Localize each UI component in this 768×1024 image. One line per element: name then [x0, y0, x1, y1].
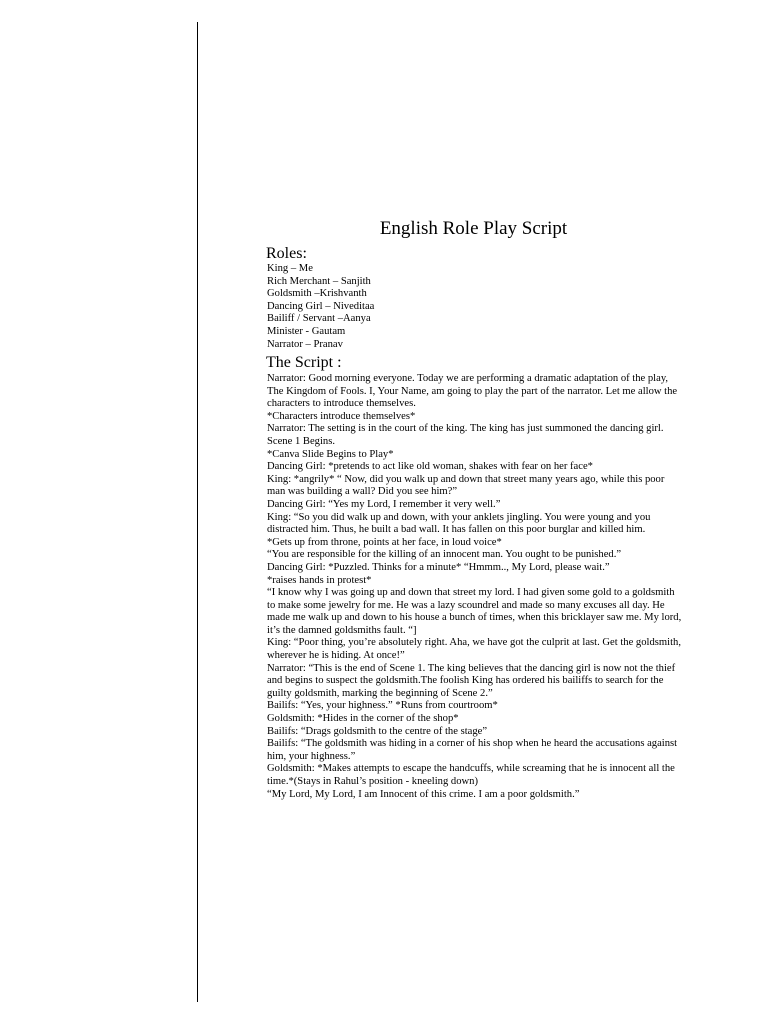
script-line: Bailifs: “The goldsmith was hiding in a corner of his shop when he heard the accusations against him, your highness.” — [267, 738, 678, 762]
script-line: Narrator: The setting is in the court of the king. The king has just summoned the dancing girl. Scene 1 Begins. — [267, 423, 664, 447]
script-line: Dancing Girl: *Puzzled. Thinks for a minute* “Hmmm.., My Lord, please wait.” — [267, 561, 610, 573]
script-line: “I know why I was going up and down that street my lord. I had given some gold to a goldsmith to make some jewelry for me. He was a lazy scoundrel and made so many excuses all day. He made me walk up and down to his house a bunch of times, when this bricklayer saw me. My lord, it’s the damned goldsmiths fault. “] — [267, 587, 682, 636]
role-item: Goldsmith –Krishvanth — [267, 288, 367, 300]
role-item: King – Me — [267, 263, 313, 274]
page-margin-rule — [197, 22, 198, 1002]
script-body — [267, 373, 682, 801]
roles-list — [267, 263, 682, 351]
script-line: King: *angrily* “ Now, did you walk up and down that street many years ago, while this poor man was building a wall? Did you see him?” — [267, 473, 665, 498]
script-heading: The Script : — [266, 354, 342, 371]
role-item: Minister - Gautam — [267, 325, 346, 337]
script-line: “My Lord, My Lord, I am Innocent of this crime. I am a poor goldsmith.” — [267, 788, 580, 800]
script-line: King: “So you did walk up and down, with your anklets jingling. You were young and you distracted him. Thus, he built a bad wall. It has fallen on this poor burglar and killed him. — [267, 511, 651, 536]
script-line: King: “Poor thing, you’re absolutely right. Aha, we have got the culprit at last. Get the goldsmith, wherever he is hiding. At once!” — [267, 637, 681, 662]
script-line: Narrator: Good morning everyone. Today we are performing a dramatic adaptation of the play, The Kingdom of Fools. I, Your Name, am going to play the part of the narrator. Let me allow the characters to introduce themselves. — [267, 373, 678, 410]
script-line: Bailifs: “Yes, your highness.” *Runs from courtroom* — [267, 700, 498, 712]
script-line: *Canva Slide Begins to Play* — [267, 448, 394, 460]
role-item: Dancing Girl – Niveditaa — [267, 300, 375, 312]
script-line: Dancing Girl: *pretends to act like old woman, shakes with fear on her face* — [267, 461, 593, 473]
role-item: Rich Merchant – Sanjith — [267, 275, 371, 287]
role-item: Bailiff / Servant –Aanya — [267, 313, 371, 325]
script-line: Narrator: “This is the end of Scene 1. The king believes that the dancing girl is now not the thief and begins to suspect the goldsmith.The foolish King has ordered his bailiffs to search for the guilty goldsmith, marking the beginning of Scene 2.” — [267, 662, 676, 699]
script-line: *Gets up from throne, points at her face, in loud voice* — [267, 536, 502, 548]
script-line: Dancing Girl: “Yes my Lord, I remember it very well.” — [267, 498, 501, 510]
script-line: Bailifs: “Drags goldsmith to the centre of the stage” — [267, 725, 488, 737]
roles-heading: Roles: — [266, 245, 307, 262]
document-title: English Role Play Script — [379, 218, 568, 239]
script-line: *Characters introduce themselves* — [267, 410, 416, 422]
script-line: Goldsmith: *Hides in the corner of the shop* — [267, 713, 459, 725]
script-line: Goldsmith: *Makes attempts to escape the handcuffs, while screaming that he is innocent all the time.*(Stays in Rahul’s position - kneeling down) — [267, 763, 675, 787]
role-item: Narrator – Pranav — [267, 338, 343, 350]
script-line: “You are responsible for the killing of an innocent man. You ought to be punished.” — [267, 549, 622, 561]
script-line: *raises hands in protest* — [267, 574, 372, 586]
